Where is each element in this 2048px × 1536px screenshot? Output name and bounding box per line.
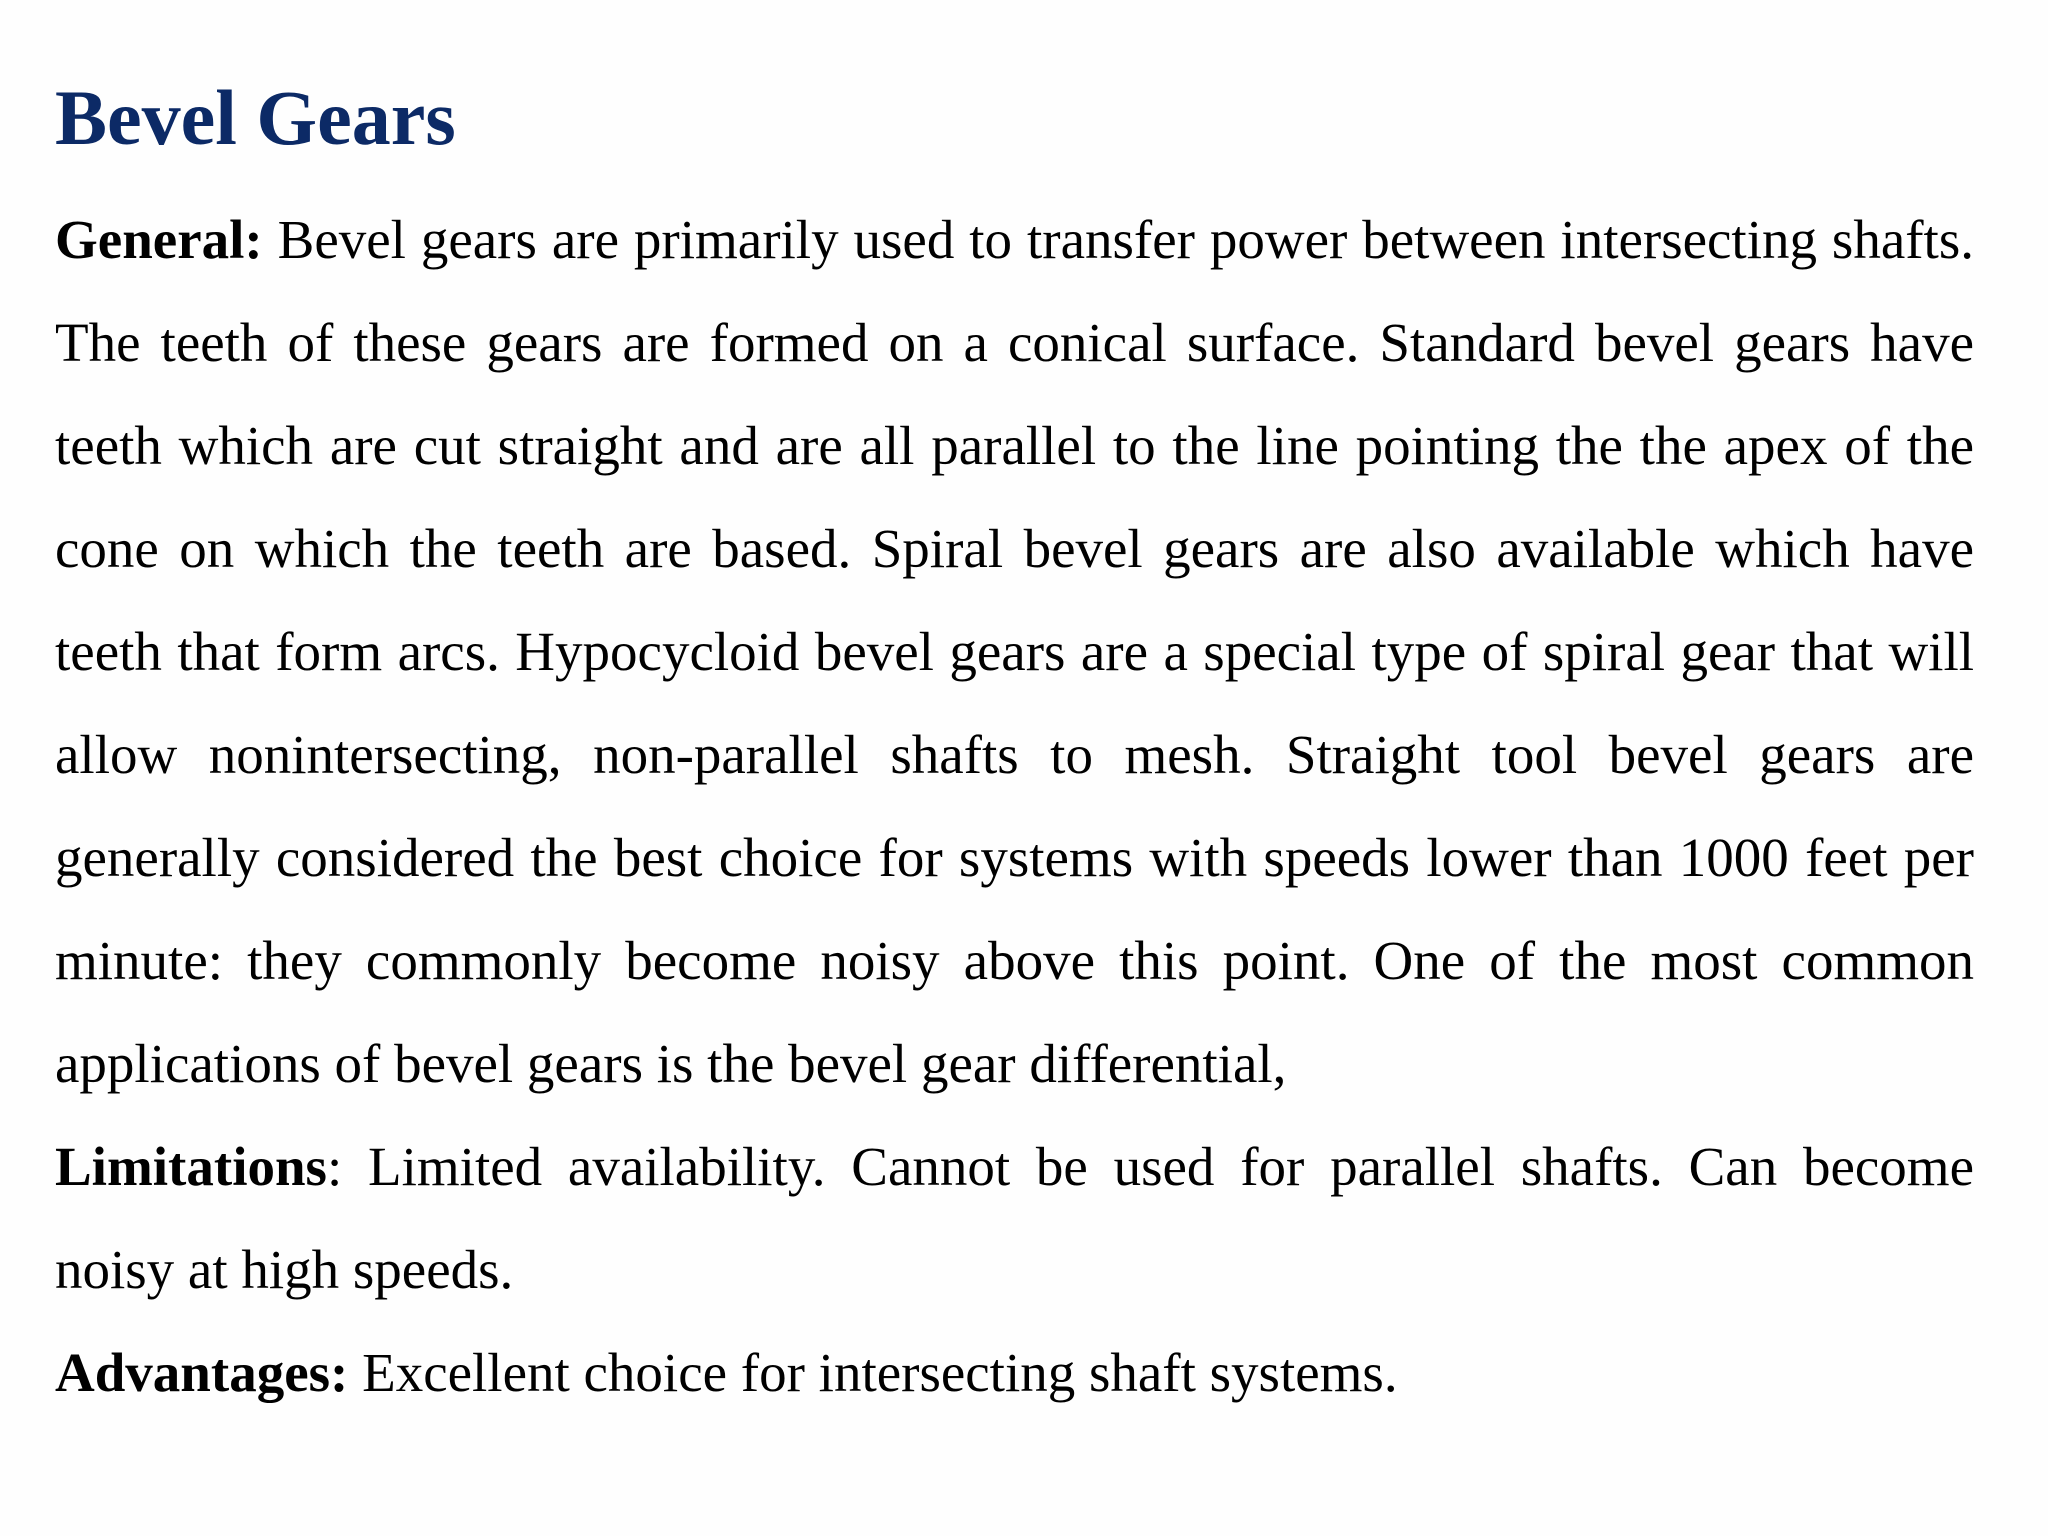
limitations-label: Limitations [55,1136,327,1197]
general-paragraph [55,188,1974,1115]
limitations-paragraph [55,1115,1974,1321]
advantages-text: Excellent choice for intersecting shaft systems. [348,1342,1398,1403]
page-title: Bevel Gears [55,74,456,161]
advantages-paragraph [55,1321,1974,1424]
limitations-text: : Limited availability. Cannot be used for parallel shafts. Can become noisy at high speeds. [55,1136,1974,1300]
advantages-label: Advantages: [55,1342,349,1403]
general-text: Bevel gears are primarily used to transfer power between intersecting shafts. The teeth of these gears are formed on a conical surface. Standard bevel gears have teeth which are cut straight and are all parallel to the line pointing the the apex of the cone on which the teeth are based. Spiral bevel gears are also available which have teeth that form arcs. Hypocycloid bevel gears are a special type of spiral gear that will allow nonintersecting, non-parallel shafts to mesh. Straight tool bevel gears are generally considered the best choice for systems with speeds lower than 1000 feet per minute: they commonly become noisy above this point. One of the most common applications of bevel gears is the bevel gear differential, [55,209,1974,1094]
general-label: General: [55,209,263,270]
